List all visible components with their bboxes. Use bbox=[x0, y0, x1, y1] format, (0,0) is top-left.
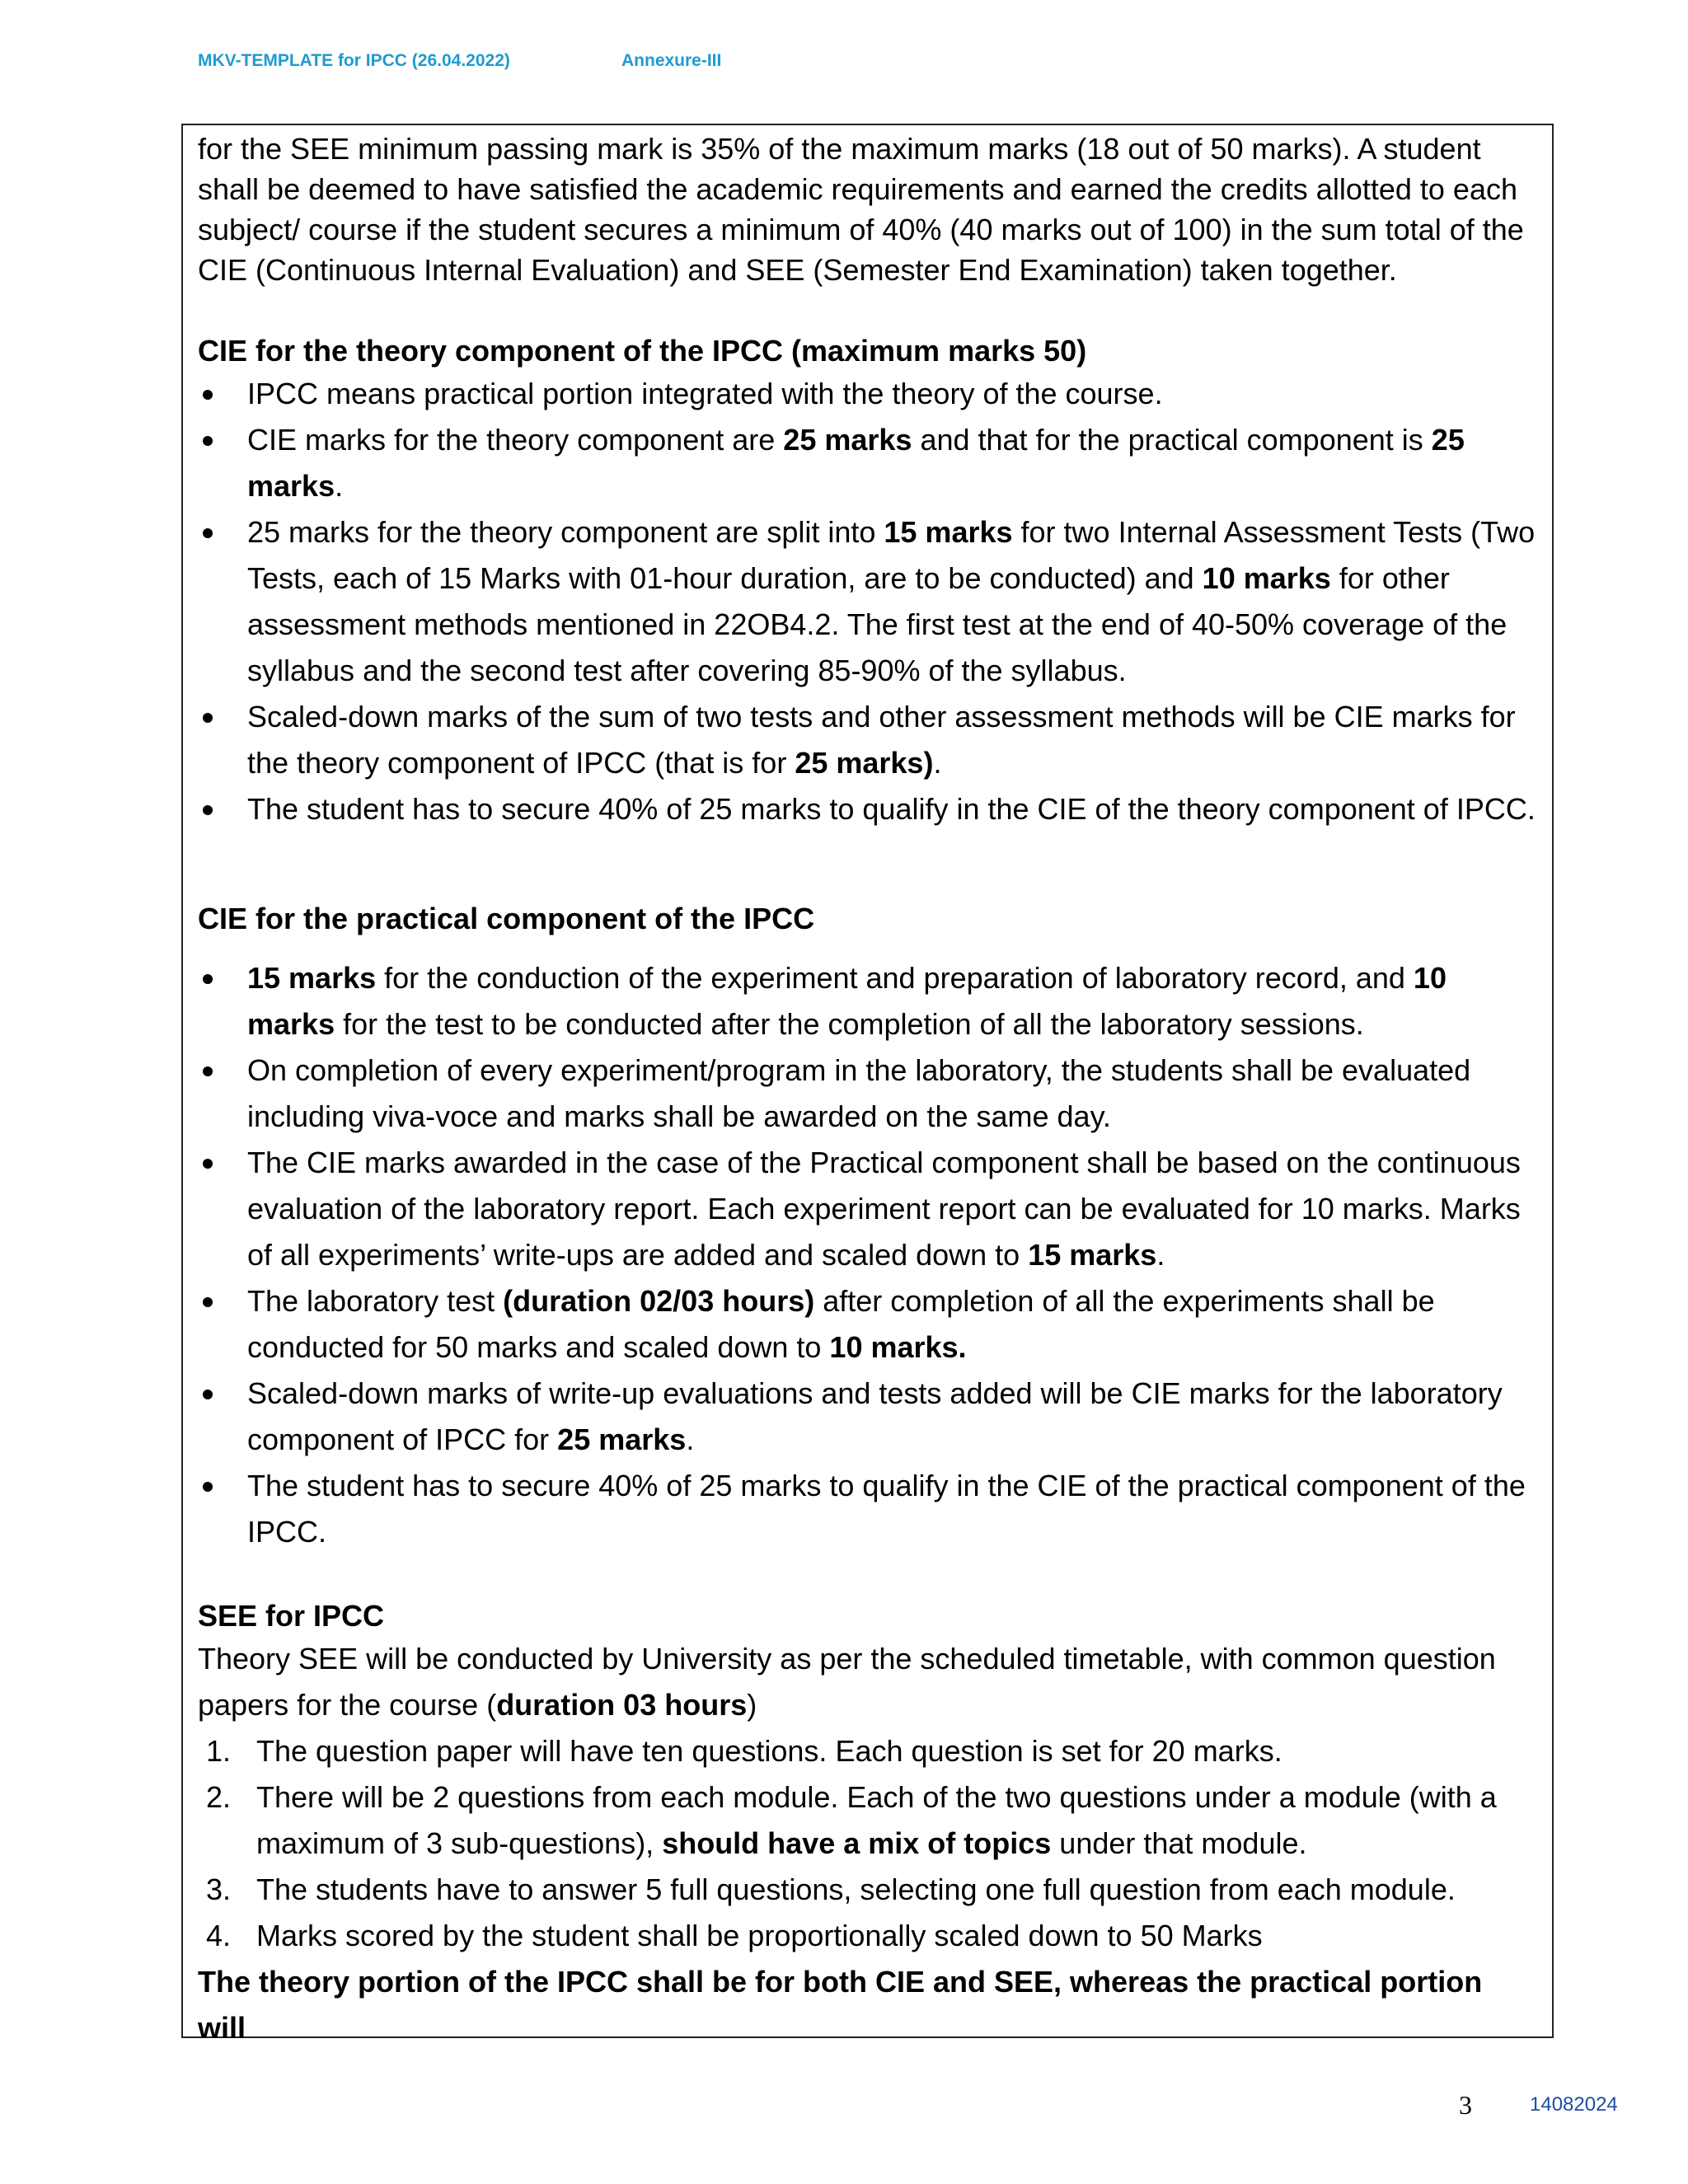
list-item: 3. The students have to answer 5 full questions, selecting one full question from each module. bbox=[206, 1872, 1456, 1906]
template-title: MKV-TEMPLATE for IPCC (26.04.2022) bbox=[198, 51, 510, 70]
closing-statement: The theory portion of the IPCC shall be for both CIE and SEE, whereas the practical portion will bbox=[198, 1965, 1483, 2045]
see-heading: SEE for IPCC bbox=[198, 1599, 385, 1633]
practical-list bbox=[198, 955, 1537, 1555]
list-item: Scaled-down marks of write-up evaluations and tests added will be CIE marks for the laboratory component of IPCC for 25 marks. bbox=[198, 1371, 1537, 1463]
annexure-label: Annexure-III bbox=[621, 51, 722, 70]
practical-heading: CIE for the practical component of the IPCC bbox=[198, 902, 815, 935]
see-intro: Theory SEE will be conducted by University as per the scheduled timetable, with common question papers for the course (duration 03 hours) bbox=[198, 1642, 1496, 1722]
theory-list bbox=[198, 371, 1537, 832]
content-box bbox=[181, 124, 1554, 2045]
intro-paragraph: for the SEE minimum passing mark is 35% of the maximum marks (18 out of 50 marks). A student shall be deemed to have satisfied the academic requirements and earned the credits allotted to each subject/ course if the student secures a minimum of 40% (40 marks out of 100) in the sum total of the CIE (Continuous Internal Evaluation) and SEE (Semester End Examination) taken together. bbox=[198, 132, 1524, 287]
list-item: The laboratory test (duration 02/03 hours) after completion of all the experiments shall be conducted for 50 marks and scaled down to 10 marks. bbox=[198, 1278, 1537, 1371]
list-item: The CIE marks awarded in the case of the Practical component shall be based on the continuous evaluation of the laboratory report. Each experiment report can be evaluated for 10 marks. Marks of all experiments’ write-ups are added and scaled down to 15 marks. bbox=[198, 1140, 1537, 1278]
list-item: On completion of every experiment/program in the laboratory, the students shall be evaluated including viva-voce and marks shall be awarded on the same day. bbox=[198, 1047, 1537, 1140]
list-item: CIE marks for the theory component are 25 marks and that for the practical component is 25 marks. bbox=[198, 417, 1537, 509]
see-list bbox=[198, 1728, 1537, 1959]
list-item: 1. The question paper will have ten questions. Each question is set for 20 marks. bbox=[206, 1734, 1282, 1768]
list-item: 15 marks for the conduction of the experiment and preparation of laboratory record, and 10 marks for the test to be conducted after the completion of all the laboratory sessions. bbox=[198, 955, 1537, 1047]
list-item: The student has to secure 40% of 25 marks to qualify in the CIE of the theory component of IPCC. bbox=[198, 786, 1537, 832]
page-number: 3 bbox=[1459, 2090, 1472, 2120]
list-item: 2. There will be 2 questions from each module. Each of the two questions under a module (with a maximum of 3 sub-questions), should have a mix of topics under that module. bbox=[206, 1780, 1497, 1860]
document-code: 14082024 bbox=[1530, 2093, 1618, 2116]
list-item: 25 marks for the theory component are split into 15 marks for two Internal Assessment Tests (Two Tests, each of 15 Marks with 01-hour duration, are to be conducted) and 10 marks for other assessment methods mentioned in 22OB4.2. The first test at the end of 40-50% coverage of the syllabus and the second test after covering 85-90% of the syllabus. bbox=[198, 509, 1537, 694]
list-item: Scaled-down marks of the sum of two tests and other assessment methods will be CIE marks for the theory component of IPCC (that is for 25 marks). bbox=[198, 694, 1537, 786]
list-item: 4. Marks scored by the student shall be proportionally scaled down to 50 Marks bbox=[206, 1919, 1263, 1952]
list-item: IPCC means practical portion integrated with the theory of the course. bbox=[198, 371, 1537, 417]
list-item: The student has to secure 40% of 25 marks to qualify in the CIE of the practical component of the IPCC. bbox=[198, 1463, 1537, 1555]
theory-heading: CIE for the theory component of the IPCC (maximum marks 50) bbox=[198, 334, 1087, 368]
